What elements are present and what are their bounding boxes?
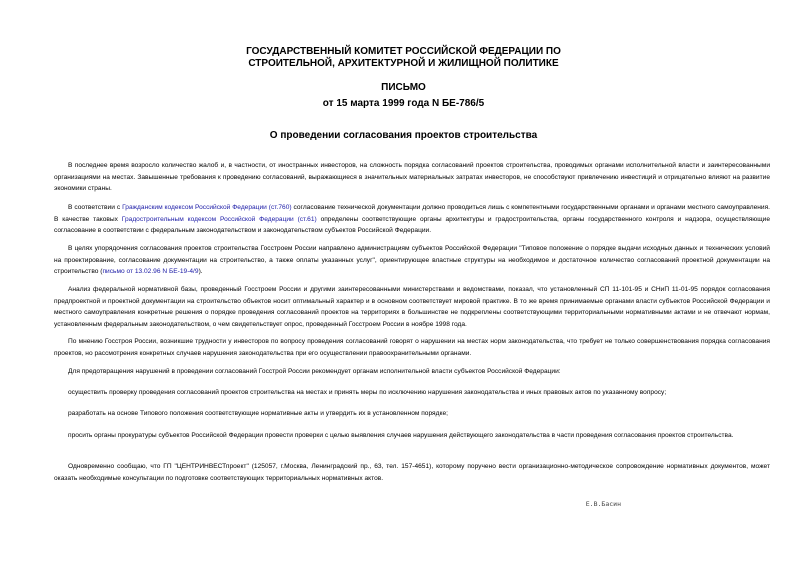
paragraph-10 [54, 461, 770, 484]
paragraph-7-text: осуществить проверку проведения согласований проектов строительства на местах и принять меры по исключению нарушения законодательства и иных правовых актов по указанному вопросу; [68, 389, 667, 396]
paragraph-10-text: Одновременно сообщаю, что ГП "ЦЕНТРИНВЕСТпроект" (125057, г.Москва, Ленинградский пр., 63, тел. 157-4651), которому поручено вести организационно-методическое сопровождение нормативных документов, может оказать необходимые консультации по подготовке соответствующих территориальных нормативных актов. [54, 463, 770, 482]
paragraph-7 [54, 387, 770, 399]
document-date-number: от 15 марта 1999 года N БЕ-786/5 [322, 98, 485, 109]
paragraph-9-text: просить органы прокуратуры субъектов Российской Федерации провести проверки с целью выявления случаев нарушения действующего законодательства в части проведения согласования проектов строительства. [68, 432, 734, 439]
document-subject: О проведении согласования проектов строительства [269, 130, 538, 141]
paragraph-1-text: В последнее время возросло количество жалоб и, в частности, от иностранных инвесторов, на сложность порядка согласований проектов строительства, проводимых органами исполнительной власти и заинтересованными организациями на местах. Завышенные требования к проведению согласований, выражающиеся в значительных материальных затратах инвесторов, не способствуют привлечению инвестиций и отрицательно влияют на развитие экономики страны. [54, 162, 770, 193]
paragraph-1 [54, 160, 770, 195]
civil-code-link[interactable]: Гражданским кодексом Российской Федерации [122, 204, 267, 211]
paragraph-6 [54, 366, 770, 378]
org-name-line2: СТРОИТЕЛЬНОЙ, АРХИТЕКТУРНОЙ И ЖИЛИЩНОЙ ПОЛИТИКЕ [248, 58, 559, 69]
document-type: ПИСЬМО [381, 82, 426, 93]
paragraph-4 [54, 284, 770, 330]
paragraph-6-text: Для предотвращения нарушений в проведении согласований Госстрой России рекомендует органам исполнительной власти субъектов Российской Федерации: [68, 368, 561, 375]
urban-planning-code-link[interactable]: Градостроительным кодексом Российской Федерации [121, 215, 294, 223]
paragraph-2-text-a: В соответствии с [68, 204, 123, 211]
paragraph-9 [54, 430, 770, 442]
paragraph-3-text-a: В целях упорядочения согласования проектов строительства Госстроем России направлено администрациям субъектов Российской Федерации "Типовое положение о порядке выдачи исходных данных и технических условий на проектирование, согласование документации на строительство, а также оплаты указанных услуг", ориентирующее властные структуры на необходимое и достаточное количество согласований проектной документации на строительство ( [54, 245, 770, 276]
paragraph-8-text: разработать на основе Типового положения соответствующие нормативные акты и утвердить их в установленном порядке; [68, 410, 448, 417]
paragraph-3-text-b: ). [198, 268, 203, 276]
urban-planning-code-article-link[interactable]: (ст.61) [293, 215, 317, 223]
paragraph-5-text: По мнению Госстроя России, возникшие трудности у инвесторов по вопросу проведения согласований говорят о нарушении на местах норм законодательства, что требует не только совершенствования порядка согласования проектов, но рассмотрения конкретных случаев нарушения законодательства при его осуществлении правоохранительными органами. [54, 338, 770, 357]
letter-reference-link[interactable]: письмо от 13.02.96 N БЕ-19-4/9 [102, 268, 199, 276]
paragraph-3 [54, 243, 770, 278]
paragraph-4-text: Анализ федеральной нормативной базы, проведенный Госстроем России и другими заинтересованными министерствами и ведомствами, показал, что установленный СП 11-101-95 и СНиП 11-01-95 порядок согласования предпроектной и проектной документации на строительство объектов носит оптимальный характер и в основном соответствует мировой практике. В то же время принимаемые органами власти субъектов Российской Федерации и местного самоуправления конкретные решения о порядке проведения согласований проектов на территориях в большинстве не подкреплены соответствующими территориальными нормативными актами и не отвечают нормам, установленным федеральным законодательством, о чем свидетельствует опрос, проведенный Госстроем России в ноябре 1998 года. [54, 286, 770, 328]
paragraph-5 [54, 336, 770, 359]
paragraph-2-text-b: согласование технической документации должно проводиться лишь с компетентными государственными органами и органами местного самоуправления. В качестве таковых [54, 204, 771, 223]
org-name-line1: ГОСУДАРСТВЕННЫЙ КОМИТЕТ РОССИЙСКОЙ ФЕДЕРАЦИИ ПО [246, 46, 561, 57]
paragraph-2-text-c: определены соответствующие органы архитектуры и градостроительства, органы государственного контроля и надзора, осуществляющие согласование в соответствии с федеральным законодательством и законодательством субъектов Российской Федерации. [54, 215, 770, 235]
paragraph-8 [54, 408, 770, 420]
paragraph-2 [54, 202, 770, 237]
civil-code-article-link[interactable]: (ст.760) [266, 204, 292, 211]
signature: Е.В.Басин [585, 500, 621, 508]
